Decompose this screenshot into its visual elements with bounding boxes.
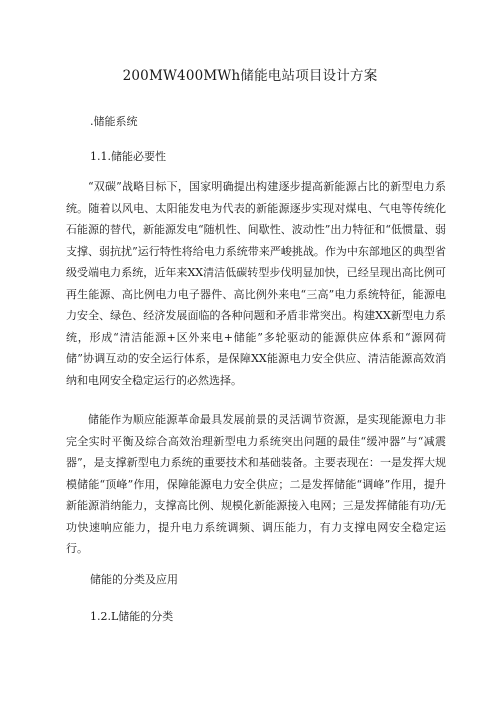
document-title: 200MW400MWh储能电站项目设计方案 — [122, 68, 378, 84]
paragraph-1: “双碳”战略目标下，国家明确提出构建逐步提高新能源占比的新型电力系统。随着以风电、太阳能发电为代表的新能源逐步实现对煤电、气电等传统化石能源的替代，新能源发电“随机性、间歇性、波动性”出力特征和“低惯量、弱支撑、弱抗扰”运行特性将给电力系统带来严峻挑战。作为中东部地区的典型省级受端电力系统，近年来XX清洁低碳转型步伐明显加快，已经呈现出高比例可再生能源、高比例电力电子器件、高比例外来电“三高”电力系统特征，能源电力安全、绿色、经济发展面临的各种问题和矛盾非常突出。构建XX新型电力系统，形成“清洁能源+区外来电+储能”多轮驱动的能源供应体系和“源网荷储”协调互动的安全运行体系，是保障XX能源电力安全供应、清洁能源高效消纳和电网安全稳定运行的必然选择。 — [66, 180, 446, 387]
subsection-heading-necessity: 1.1.储能必要性 — [90, 150, 166, 163]
subsection-heading-classification: 1.2.L储能的分类 — [90, 610, 174, 623]
paragraph-2: 储能作为顺应能源革命最具发展前景的灵活调节资源，是实现能源电力非完全实时平衡及综合高效治理新型电力系统突出问题的最佳“缓冲器”与“减震器”，是支撑新型电力系统的重要技术和基础装备。主要表现在：一是发挥大规模储能“顶峰”作用，保障能源电力安全供应；二是发挥储能“调峰”作用，提升新能源消纳能力，支撑高比例、规模化新能源接入电网；三是发挥储能有功/无功快速响应能力，提升电力系统调频、调压能力，有力支撑电网安全稳定运行。 — [66, 413, 446, 555]
classification-heading: 储能的分类及应用 — [90, 573, 178, 586]
section-heading: .储能系统 — [90, 115, 138, 128]
